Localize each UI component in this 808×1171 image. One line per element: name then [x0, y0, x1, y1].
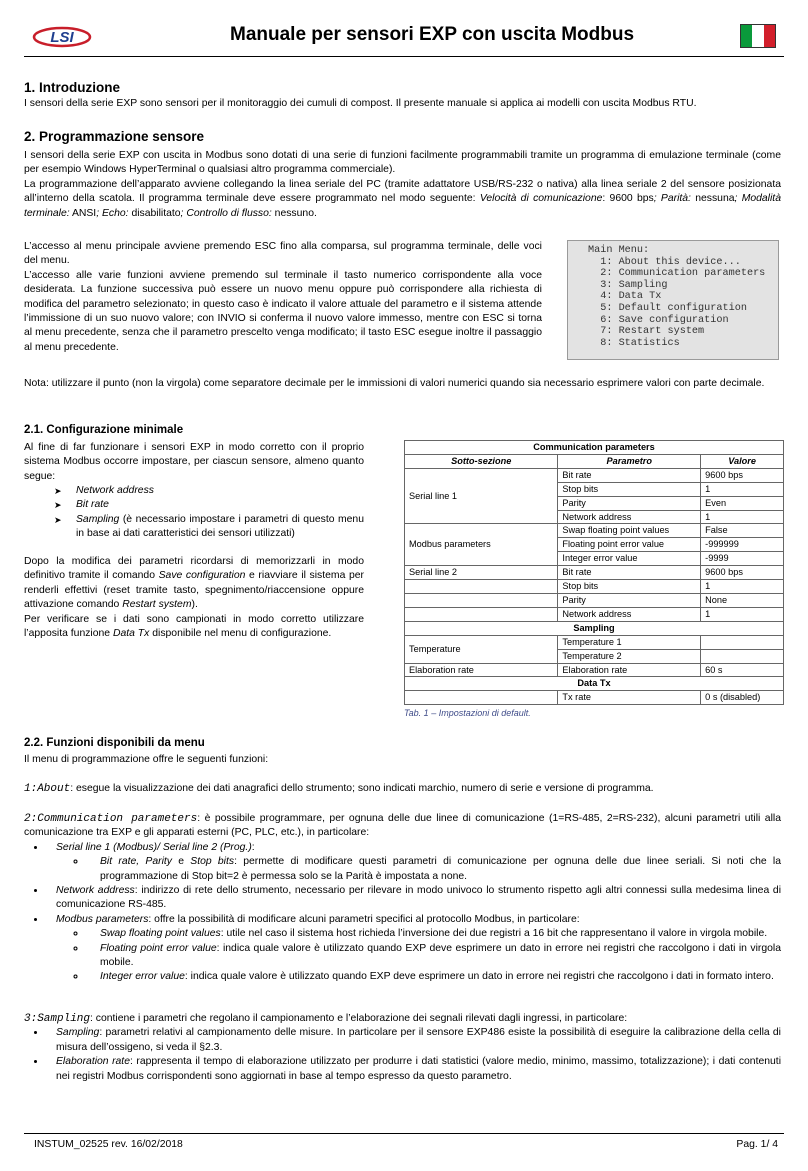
- section-title-cell: Sampling: [405, 621, 784, 635]
- subsection-cell: Elaboration rate: [405, 663, 558, 677]
- table-row: Network address 1: [405, 510, 784, 524]
- table-row: Serial line 1 Bit rate 9600 bps: [405, 468, 784, 482]
- section-2-1-heading: 2.1. Configurazione minimale: [24, 424, 184, 436]
- flag-white-stripe: [752, 25, 763, 47]
- table-title: Communication parameters: [405, 441, 784, 455]
- menu-line: 2: Communication parameters: [588, 268, 766, 280]
- menu-line: 4: Data Tx: [588, 291, 662, 303]
- menu-access-p1: L’accesso al menu principale avviene premendo ESC fino alla comparsa, sul programma terminale, delle voci del menu.: [24, 241, 542, 267]
- page-footer: [24, 1133, 784, 1150]
- menu-access-text: [24, 240, 542, 355]
- section-1-text: I sensori della serie EXP sono sensori per il monitoraggio dei cumuli di compost. Il presente manuale si applica ai modelli con uscita Modbus RTU.: [24, 98, 697, 109]
- section-title-cell: Data Tx: [405, 677, 784, 691]
- decimal-note: Nota: utilizzare il punto (non la virgola) come separatore decimale per le immissioni di valori numerici quando sia necessario esprimere valori con parte decimale.: [24, 378, 765, 389]
- table-row: Modbus parameters Swap floating point values False: [405, 524, 784, 538]
- arrow-bullet-icon: ➤: [54, 514, 62, 525]
- column-header: Parametro: [558, 454, 701, 468]
- list-item: ➤ Bit rate: [24, 498, 364, 512]
- menu-line: 1: About this device...: [588, 256, 741, 268]
- table-row: Elaboration rate Elaboration rate 60 s: [405, 663, 784, 677]
- flag-green-stripe: [741, 25, 752, 47]
- list-item: ➤ Sampling (è necessario impostare i parametri di questo menu in base ai dati caratteristici dei sensori utilizzati): [24, 513, 364, 542]
- table-row: Integer error value -9999: [405, 552, 784, 566]
- list-item: • Modbus parameters: offre la possibilità di modificare alcuni parametri specifici al protocollo Modbus, in particolare: ◦ Swap floating point values: utile nel caso il sistema host richieda l’inversione dei due registri a 16 bit che rappresentano il valore in virgola mobile. ◦ Floating point error value: indica quale valore è utilizzato quando EXP deve esprimere un dato in errore nei registri che raccolgono i dati in virgola mobile. ◦ Integer error value: indica quale valore è utilizzato quando EXP deve esprimere un dato in errore nei registri che raccolgono i dati in formato intero.: [46, 913, 781, 985]
- section-2-2-intro: Il menu di programmazione offre le seguenti funzioni:: [24, 754, 269, 765]
- list-item: ◦ Bit rate, Parity e Stop bits: permette di modificare questi parametri di comunicazione per ognuna delle due linee seriali. Si noti che la programmazione di Stop bit=2 è permessa solo se la Parità è impostata a none.: [86, 855, 781, 884]
- subsection-cell: Serial line 1: [405, 468, 558, 524]
- flag-red-stripe: [764, 25, 775, 47]
- section-2-heading: 2. Programmazione sensore: [24, 129, 205, 144]
- table-row: Stop bits 1: [405, 580, 784, 594]
- minimal-config-list: [24, 484, 364, 542]
- menu-line: Main Menu:: [588, 245, 650, 256]
- menu-access-p2: L’accesso alle varie funzioni avviene premendo sul terminale il tasto numerico corrispondente alla voce desiderata. La funzione successiva può essere un nuovo menu oppure può corrispondere alla richiesta di modifica del parametro selezionato; in questo caso è indicato il valore attuale del parametro e il sistema attende l’immissione di un suo nuovo valore; con INVIO si conferma il nuovo valore immesso, mentre con ESC si torna al menu precedente, senza che il parametro prescelto venga modificato; il tasto ESC esegue inoltre il passaggio al menu precedente.: [24, 269, 542, 353]
- page-number: Pag. 1/ 4: [736, 1139, 778, 1150]
- list-item: ➤ Network address: [24, 484, 364, 498]
- table-row: Parity Even: [405, 496, 784, 510]
- lsi-logo: [32, 22, 92, 50]
- subsection-cell: Temperature: [405, 635, 558, 663]
- list-item: ◦ Swap floating point values: utile nel caso il sistema host richieda l’inversione dei due registri a 16 bit che rappresentano il valore in virgola mobile.: [86, 927, 781, 941]
- menu-line: 8: Statistics: [588, 337, 680, 349]
- table-row: Temperature Temperature 1: [405, 635, 784, 649]
- section-2-2-heading: 2.2. Funzioni disponibili da menu: [24, 737, 205, 749]
- svg-text:LSI: LSI: [50, 29, 74, 46]
- section-2-p1: I sensori della serie EXP con uscita in Modbus sono dotati di una serie di funzioni facilmente programmabili tramite un programma di emulazione terminale (come per esempio Windows HyperTerminal o qualsiasi altro programma commerciale).: [24, 150, 781, 176]
- about-command: 1:About: [24, 783, 71, 795]
- list-item: • Network address: indirizzo di rete dello strumento, necessario per rilevare in modo univoco lo strumento rispetto agli altri connessi sulla medesima linea di comunicazione RS-485.: [46, 884, 781, 913]
- table-row: Stop bits 1: [405, 482, 784, 496]
- list-item: • Serial line 1 (Modbus)/ Serial line 2 (Prog.): ◦ Bit rate, Parity e Stop bits: permette di modificare questi parametri di comunicazione per ognuna delle due linee seriali. Si noti che la programmazione di Stop bit=2 è permessa solo se la Parità è impostata a none.: [46, 841, 781, 884]
- menu-line: 6: Save configuration: [588, 314, 729, 326]
- section-2-1-intro: Al fine di far funzionare i sensori EXP in modo corretto con il proprio sistema Modbus occorre impostare, per ciascun sensore, almeno quanto segue:: [24, 442, 364, 482]
- verify-text: Per verificare se i dati sono campionati in modo corretto utilizzare l’apposita funzione Data Tx disponibile nel menu di configurazione.: [24, 613, 364, 640]
- about-description: 1:About: esegue la visualizzazione dei dati anagrafici dello strumento; sono indicati marchio, numero di serie e versione di programma.: [24, 783, 654, 795]
- table-row: Temperature 2: [405, 649, 784, 663]
- subsection-cell: Serial line 2: [405, 566, 558, 580]
- section-2-p2: La programmazione dell’apparato avviene collegando la linea seriale del PC (tramite adattatore USB/RS-232 o nativa) alla linea seriale 2 del sensore posizionata all’interno della scatola. Il programma terminale deve essere programmato nel modo seguente: Velocità di comunicazione: 9600 bps; Parità: nessuna; Modalità terminale: ANSI; Echo: disabilitato; Controllo di flusso: nessuno.: [24, 178, 781, 219]
- save-restart-text: Dopo la modifica dei parametri ricordarsi di memorizzarli in modo definitivo tramite il comando Save configuration e riavviare il sistema per renderli effettivi (reset tramite tasto, spegnimento/riaccensione oppure attivazione comando Restart system).: [24, 556, 364, 611]
- table-row: Network address 1: [405, 607, 784, 621]
- column-header: Sotto-sezione: [405, 454, 558, 468]
- menu-line: 3: Sampling: [588, 279, 668, 291]
- document-code: INSTUM_02525 rev. 16/02/2018: [34, 1139, 183, 1150]
- sampling-description: 3:Sampling: contiene i parametri che regolano il campionamento e l’elaborazione dei segnali rilevati dagli ingressi, in particolare: • Sampling: parametri relativi al campionamento delle misure. In particolare per il sensore EXP486 esiste la possibilità di eseguire la calibrazione della cella di misura dell’ossigeno, si veda il §2.3. • Elaboration rate: rappresenta il tempo di elaborazione utilizzato per produrre i dati statistici (valore medio, minimo, massimo, totalizzazione); i dati contenuti nei registri Modbus corrispondenti sono aggiornati in base al tempo espresso da questo parametro.: [24, 1012, 781, 1084]
- page-header: [24, 14, 784, 57]
- communication-description: 2:Communication parameters: è possibile programmare, per ognuna delle due linee di comunicazione (1=RS-485, 2=RS-232), alcuni parametri utili alla comunicazione tra EXP e gli apparati esterni (PC, PLC, etc.), in particolare: • Serial line 1 (Modbus)/ Serial line 2 (Prog.): ◦ Bit rate, Parity e Stop bits: permette di modificare questi parametri di comunicazione per ognuna delle due linee seriali. Si noti che la programmazione di Stop bit=2 è permessa solo se la Parità è impostata a none. • Network address: indirizzo di rete dello strumento, necessario per rilevare in modo univoco lo strumento rispetto agli altri connessi sulla medesima linea di comunicazione RS-485. • Modbus parameters: offre la possibilità di modificare alcuni parametri specifici al protocollo Modbus, in particolare: ◦ Swap floating point values: utile nel caso il sistema host richieda l’inversione dei due registri a 16 bit che rappresentano il valore in virgola mobile. ◦ Floating point error value: indica quale valore è utilizzato quando EXP deve esprimere un dato in errore nei registri che raccolgono i dati in virgola mobile. ◦ Integer error value: indica quale valore è utilizzato quando EXP deve esprimere un dato in errore nei registri che raccolgono i dati in formato intero.: [24, 812, 781, 985]
- menu-line: 5: Default configuration: [588, 302, 747, 314]
- main-menu-box: [567, 240, 779, 360]
- document-title: Manuale per sensori EXP con uscita Modbus: [230, 24, 635, 45]
- arrow-bullet-icon: ➤: [54, 500, 62, 511]
- list-item: • Sampling: parametri relativi al campionamento delle misure. In particolare per il sensore EXP486 esiste la possibilità di eseguire la calibrazione della cella di misura dell’ossigeno, si veda il §2.3.: [46, 1026, 781, 1055]
- italian-flag-icon: [740, 24, 776, 48]
- list-item: ◦ Floating point error value: indica quale valore è utilizzato quando EXP deve esprimere un dato in errore nei registri che raccolgono i dati in virgola mobile.: [86, 942, 781, 971]
- list-item: ◦ Integer error value: indica quale valore è utilizzato quando EXP deve esprimere un dato in errore nei registri che raccolgono i dati in formato intero.: [86, 970, 781, 984]
- table-row: Serial line 2 Bit rate 9600 bps: [405, 566, 784, 580]
- section-2-1-after: [24, 555, 364, 641]
- arrow-bullet-icon: ➤: [54, 486, 62, 496]
- column-header: Valore: [701, 454, 784, 468]
- comm-command: 2:Communication parameters: [24, 813, 198, 825]
- subsection-cell: Modbus parameters: [405, 524, 558, 566]
- table-row: Parity None: [405, 593, 784, 607]
- table-row: Tx rate 0 s (disabled): [405, 691, 784, 705]
- default-parameters-table: [404, 440, 784, 705]
- list-item: • Elaboration rate: rappresenta il tempo di elaborazione utilizzato per produrre i dati statistici (valore medio, minimo, massimo, totalizzazione); i dati contenuti nei registri Modbus corrispondenti sono aggiornati in base al tempo espresso da questo parametro.: [46, 1055, 781, 1084]
- table-caption: Tab. 1 – Impostazioni di default.: [404, 708, 531, 718]
- menu-line: 7: Restart system: [588, 326, 705, 338]
- section-2-intro: [24, 149, 781, 221]
- sampling-command: 3:Sampling: [24, 1013, 91, 1025]
- table-row: Floating point error value -999999: [405, 538, 784, 552]
- section-1-heading: 1. Introduzione: [24, 80, 120, 95]
